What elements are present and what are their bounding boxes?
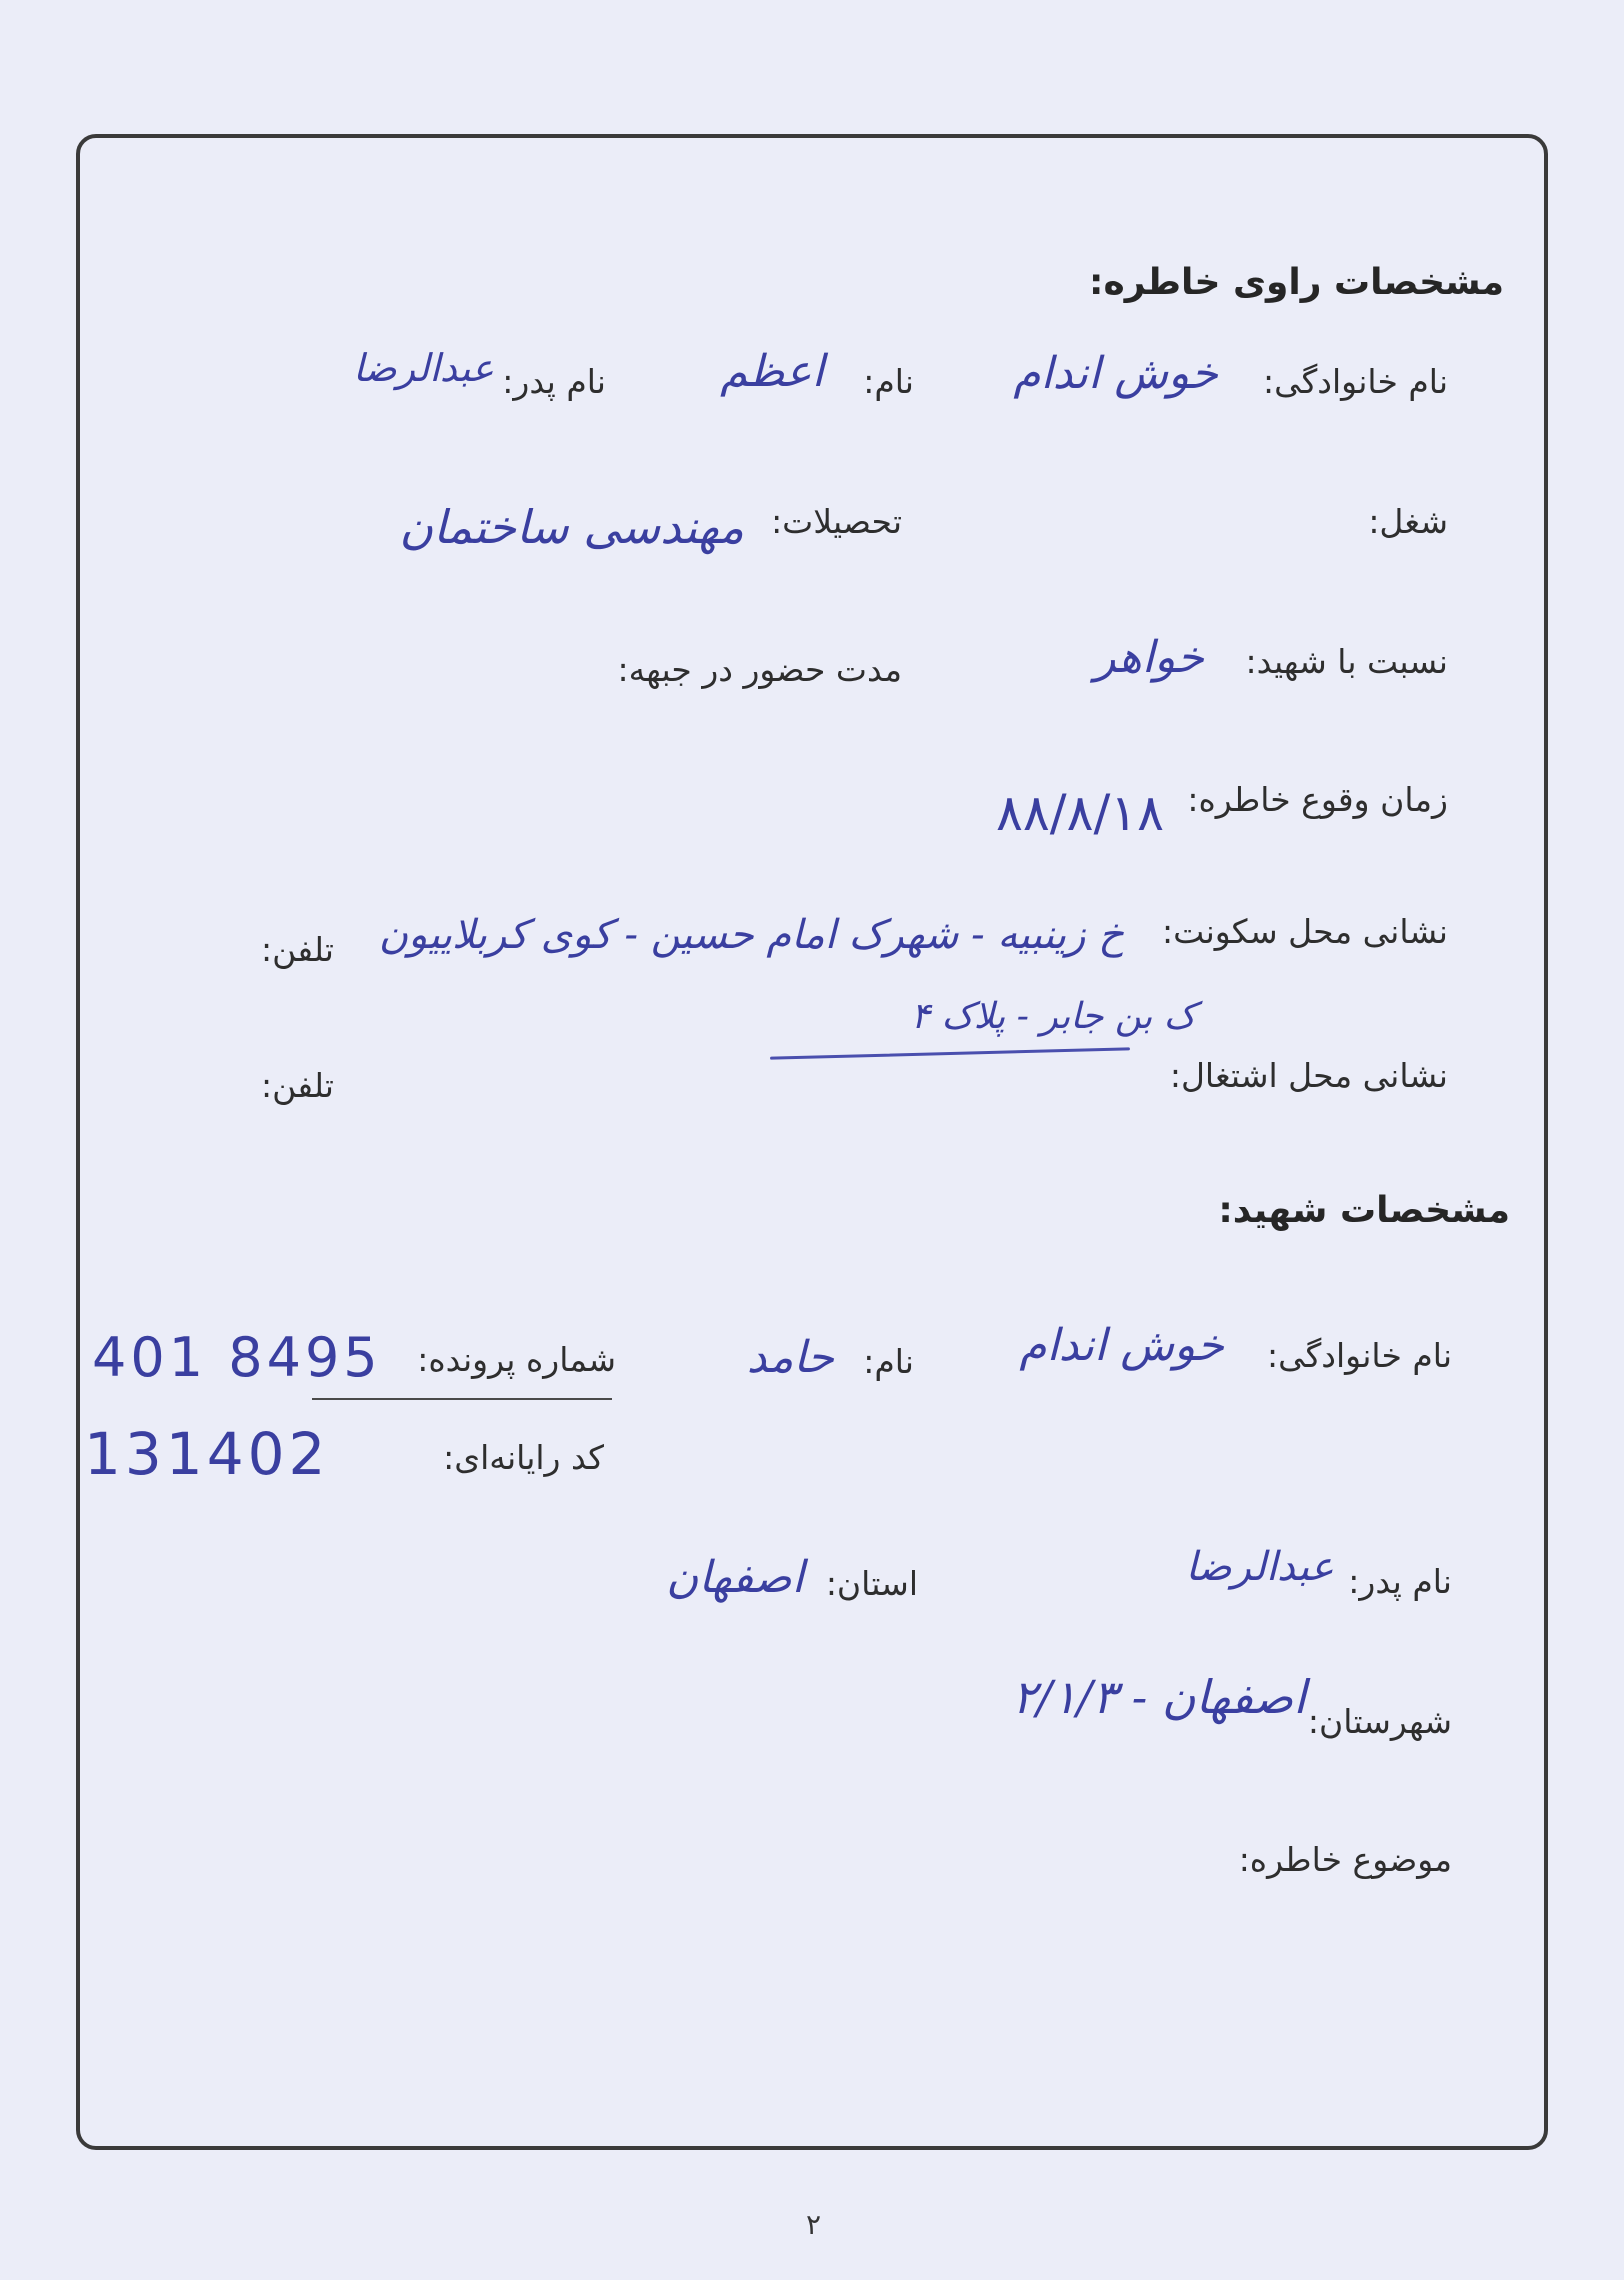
narrator-family-name-label: نام خانوادگی: xyxy=(1262,362,1448,401)
martyr-heading: مشخصات شهید: xyxy=(1218,1190,1510,1231)
narrator-work-phone-label: تلفن: xyxy=(260,1066,334,1105)
narrator-education-label: تحصیلات: xyxy=(771,502,902,541)
narrator-education-value: مهندسی ساختمان xyxy=(399,500,744,554)
martyr-family-name-value: خوش اندام xyxy=(1019,1320,1224,1371)
narrator-work-address-label: نشانی محل اشتغال: xyxy=(1169,1056,1448,1095)
narrator-father-name-value: عبدالرضا xyxy=(352,346,494,390)
narrator-residence-address-label: نشانی محل سکونت: xyxy=(1162,912,1448,951)
martyr-computer-code-label: کد رایانه‌ای: xyxy=(443,1438,604,1477)
narrator-memory-date-label: زمان وقوع خاطره: xyxy=(1187,780,1448,819)
narrator-heading: مشخصات راوی خاطره: xyxy=(1089,262,1504,303)
narrator-residence-address-value: خ زینبیه - شهرک امام حسین - کوی کربلاییون xyxy=(378,912,1124,958)
martyr-file-number-label: شماره پرونده: xyxy=(417,1340,616,1379)
narrator-front-duration-label: مدت حضور در جبهه: xyxy=(617,650,902,689)
file-number-underline xyxy=(312,1398,612,1400)
martyr-first-name-value: حامد xyxy=(746,1332,834,1383)
martyr-father-name-label: نام پدر: xyxy=(1348,1562,1452,1601)
martyr-city-value: اصفهان - ۲/۱/۳ xyxy=(1011,1670,1306,1724)
page-number: ۲ xyxy=(806,2208,822,2241)
martyr-family-name-label: نام خانوادگی: xyxy=(1266,1336,1452,1375)
martyr-memory-topic-label: موضوع خاطره: xyxy=(1238,1840,1452,1879)
narrator-relation-value: خواهر xyxy=(1094,632,1204,683)
martyr-province-label: استان: xyxy=(825,1564,918,1603)
narrator-job-label: شغل: xyxy=(1368,502,1448,541)
narrator-relation-label: نسبت با شهید: xyxy=(1245,642,1448,681)
martyr-file-number-value: 401 8495 xyxy=(92,1326,382,1389)
narrator-first-name-value: اعظم xyxy=(720,346,824,397)
martyr-city-label: شهرستان: xyxy=(1307,1702,1452,1741)
narrator-memory-date-value: ۸۸/۸/۱۸ xyxy=(996,784,1164,842)
narrator-residence-address-value-2: ک بن جابر - پلاک ۴ xyxy=(910,996,1196,1037)
narrator-first-name-label: نام: xyxy=(863,362,914,401)
narrator-family-name-value: خوش اندام xyxy=(1013,348,1218,399)
narrator-residence-phone-label: تلفن: xyxy=(260,930,334,969)
narrator-father-name-label: نام پدر: xyxy=(502,362,606,401)
martyr-province-value: اصفهان xyxy=(666,1552,804,1603)
martyr-father-name-value: عبدالرضا xyxy=(1185,1544,1334,1590)
martyr-computer-code-value: 131402 xyxy=(84,1420,330,1488)
martyr-first-name-label: نام: xyxy=(863,1342,914,1381)
